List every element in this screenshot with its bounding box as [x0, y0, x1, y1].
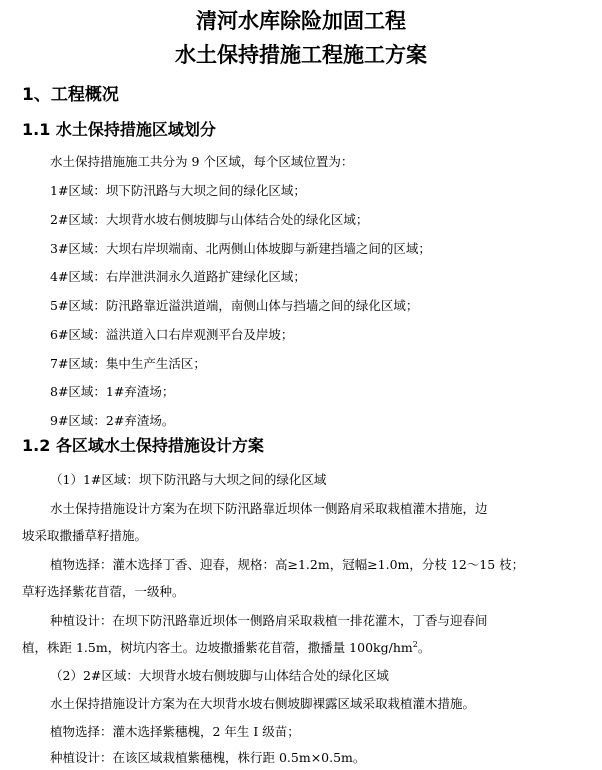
area1-planting-line1: 种植设计：在坝下防汛路靠近坝体一侧路肩采取栽植一排花灌木，丁香与迎春间: [50, 613, 488, 628]
area-item-3: 3#区域：大坝右岸坝端南、北两侧山体坡脚与新建挡墙之间的区域；: [50, 241, 431, 256]
area1-planting-line2-text: 植，株距 1.5m，树坑内客土。边坡撒播紫花苜蓿，撒播量 100kg/hm: [22, 640, 413, 655]
area1-plant-line1: 植物选择：灌木选择丁香、迎春，规格：高≥1.2m，冠幅≥1.0m，分枝 12～15 枝；: [50, 557, 525, 572]
area2-design: 水土保持措施设计方案为在大坝背水坡右侧坡脚裸露区域采取栽植灌木措施。: [50, 696, 476, 711]
area-item-8: 8#区域：1#弃渣场；: [50, 384, 175, 399]
area-item-5: 5#区域：防汛路靠近溢洪道端，南侧山体与挡墙之间的绿化区域；: [50, 298, 419, 313]
area1-subheading: （1）1#区域：坝下防汛路与大坝之间的绿化区域: [50, 472, 327, 487]
area-item-7: 7#区域：集中生产生活区；: [50, 356, 206, 371]
area-item-4: 4#区域：右岸泄洪洞永久道路扩建绿化区域；: [50, 269, 306, 284]
section-heading-1-1: 1.1 水土保持措施区域划分: [22, 120, 216, 139]
area1-planting-superscript: 2: [412, 639, 418, 649]
section-heading-1-2: 1.2 各区域水土保持措施设计方案: [22, 436, 264, 455]
area-item-6: 6#区域：溢洪道入口右岸观测平台及岸坡；: [50, 327, 294, 342]
area-item-2: 2#区域：大坝背水坡右侧坡脚与山体结合处的绿化区域；: [50, 212, 369, 227]
area2-plant: 植物选择：灌木选择紫穗槐，2 年生 I 级苗；: [50, 724, 300, 739]
area1-planting-line2: [22, 638, 430, 658]
area1-design-line2: 坡采取撒播草籽措施。: [22, 528, 148, 543]
area1-design-line1: 水土保持措施设计方案为在坝下防汛路靠近坝体一侧路肩采取栽植灌木措施，边: [50, 501, 488, 516]
area-item-1: 1#区域：坝下防汛路与大坝之间的绿化区域；: [50, 183, 306, 198]
area-intro: 水土保持措施施工共分为 9 个区域，每个区域位置为：: [50, 154, 354, 169]
area1-planting-line2-end: 。: [417, 640, 431, 655]
area-item-9: 9#区域：2#弃渣场。: [50, 413, 175, 428]
document-title-line2: 水土保持措施工程施工方案: [175, 43, 427, 67]
section-heading-1: 1、工程概况: [22, 85, 119, 105]
area2-subheading: （2）2#区域：大坝背水坡右侧坡脚与山体结合处的绿化区域: [50, 668, 389, 683]
area2-planting: 种植设计：在该区域栽植紫穗槐，株行距 0.5m×0.5m。: [50, 750, 366, 765]
area1-plant-line2: 草籽选择紫花苜蓿，一级种。: [22, 584, 185, 599]
document-title-line1: 清河水库除险加固工程: [196, 9, 406, 33]
